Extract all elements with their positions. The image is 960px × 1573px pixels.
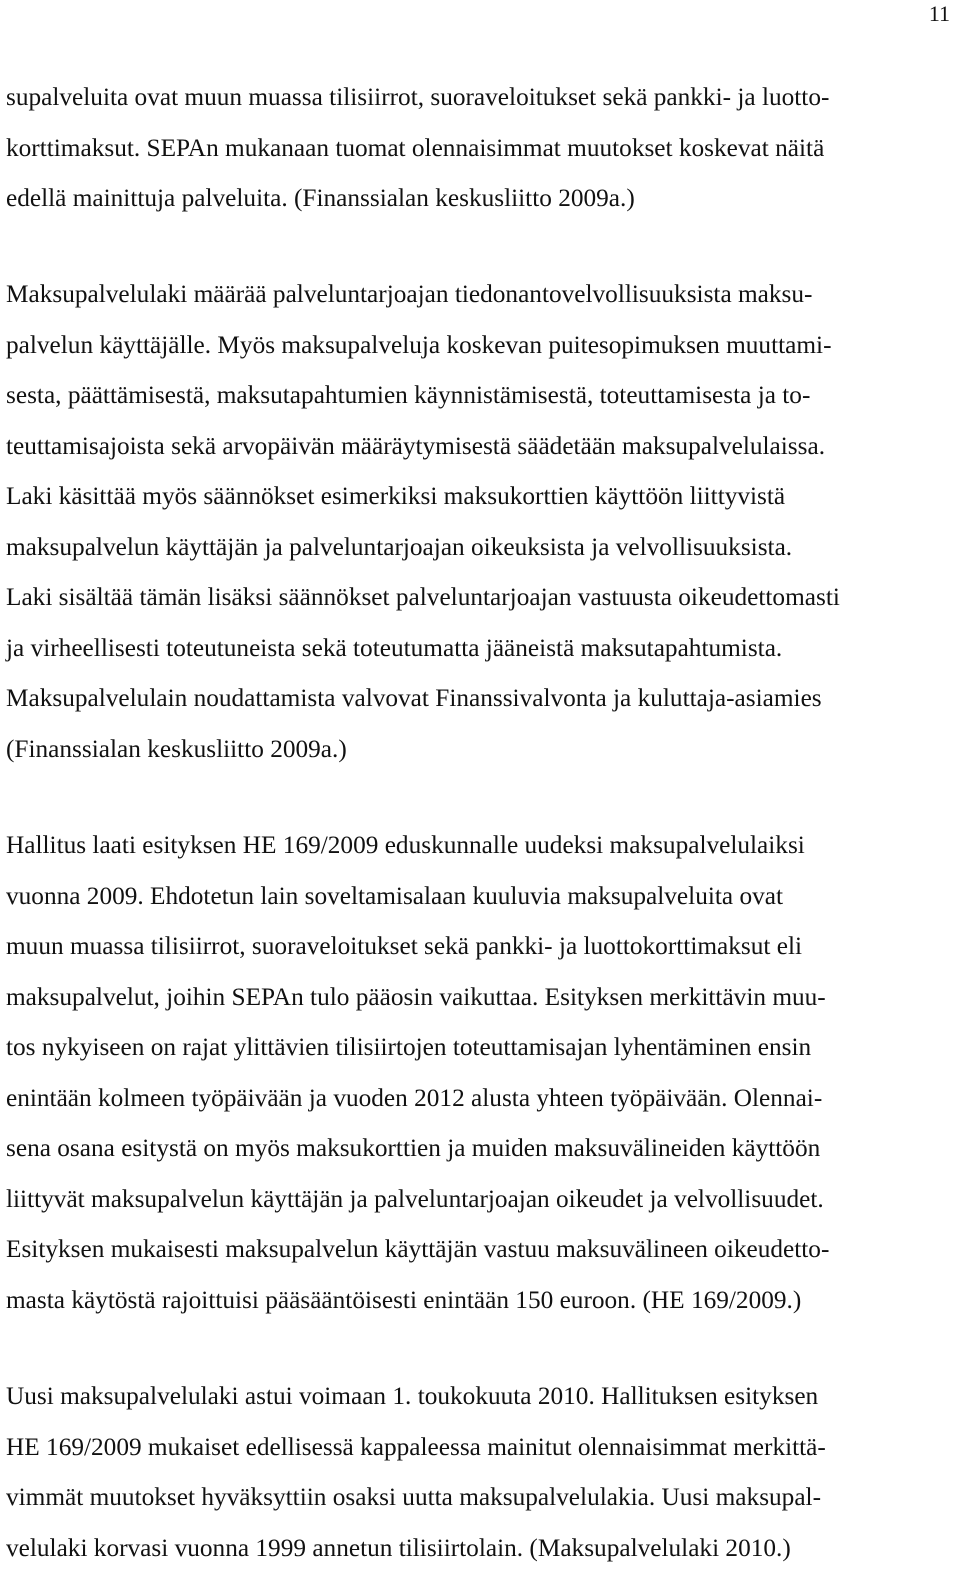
text-line: vimmät muutokset hyväksyttiin osaksi uutta maksupalvelulakia. Uusi maksupal- [6,1472,956,1523]
paragraph-payment-services-act [6,269,956,774]
text-line: supalveluita ovat muun muassa tilisiirrot, suoraveloitukset sekä pankki- ja luotto- [6,72,956,123]
text-line: Esityksen mukaisesti maksupalvelun käyttäjän vastuu maksuvälineen oikeudetto- [6,1224,956,1275]
text-line: velulaki korvasi vuonna 1999 annetun tilisiirtolain. (Maksupalvelulaki 2010.) [6,1523,956,1573]
text-line: maksupalvelun käyttäjän ja palveluntarjoajan oikeuksista ja velvollisuuksista. [6,522,956,573]
text-line: (Finanssialan keskusliitto 2009a.) [6,724,956,775]
text-line: ja virheellisesti toteutuneista sekä toteutumatta jääneistä maksutapahtumista. [6,623,956,674]
text-line: muun muassa tilisiirrot, suoraveloitukset sekä pankki- ja luottokorttimaksut eli [6,921,956,972]
text-line: Maksupalvelulain noudattamista valvovat Finanssivalvonta ja kuluttaja-asiamies [6,673,956,724]
text-line: liittyvät maksupalvelun käyttäjän ja palveluntarjoajan oikeudet ja velvollisuudet. [6,1174,956,1225]
text-line: palvelun käyttäjälle. Myös maksupalveluja koskevan puitesopimuksen muuttami- [6,320,956,371]
page-number: 11 [929,2,950,26]
paragraph-government-proposal [6,820,956,1325]
text-line: Maksupalvelulaki määrää palveluntarjoajan tiedonantovelvollisuuksista maksu- [6,269,956,320]
paragraph-new-act-in-force [6,1371,956,1573]
text-line: sesta, päättämisestä, maksutapahtumien käynnistämisestä, toteuttamisesta ja to- [6,370,956,421]
text-line: maksupalvelut, joihin SEPAn tulo pääosin vaikuttaa. Esityksen merkittävin muu- [6,972,956,1023]
paragraph-sepa-services [6,72,956,224]
text-line: teuttamisajoista sekä arvopäivän määräytymisestä säädetään maksupalvelulaissa. [6,421,956,472]
text-line: Hallitus laati esityksen HE 169/2009 eduskunnalle uudeksi maksupalvelulaiksi [6,820,956,871]
text-line: sena osana esitystä on myös maksukorttien ja muiden maksuvälineiden käyttöön [6,1123,956,1174]
text-line: korttimaksut. SEPAn mukanaan tuomat olennaisimmat muutokset koskevat näitä [6,123,956,174]
text-line: Laki käsittää myös säännökset esimerkiksi maksukorttien käyttöön liittyvistä [6,471,956,522]
text-line: HE 169/2009 mukaiset edellisessä kappaleessa mainitut olennaisimmat merkittä- [6,1422,956,1473]
text-line: enintään kolmeen työpäivään ja vuoden 2012 alusta yhteen työpäivään. Olennai- [6,1073,956,1124]
text-line: vuonna 2009. Ehdotetun lain soveltamisalaan kuuluvia maksupalveluita ovat [6,871,956,922]
text-line: edellä mainittuja palveluita. (Finanssialan keskusliitto 2009a.) [6,173,956,224]
text-line: Laki sisältää tämän lisäksi säännökset palveluntarjoajan vastuusta oikeudettomasti [6,572,956,623]
text-line: tos nykyiseen on rajat ylittävien tilisiirtojen toteuttamisajan lyhentäminen ensin [6,1022,956,1073]
text-line: Uusi maksupalvelulaki astui voimaan 1. toukokuuta 2010. Hallituksen esityksen [6,1371,956,1422]
text-line: masta käytöstä rajoittuisi pääsääntöisesti enintään 150 euroon. (HE 169/2009.) [6,1275,956,1326]
